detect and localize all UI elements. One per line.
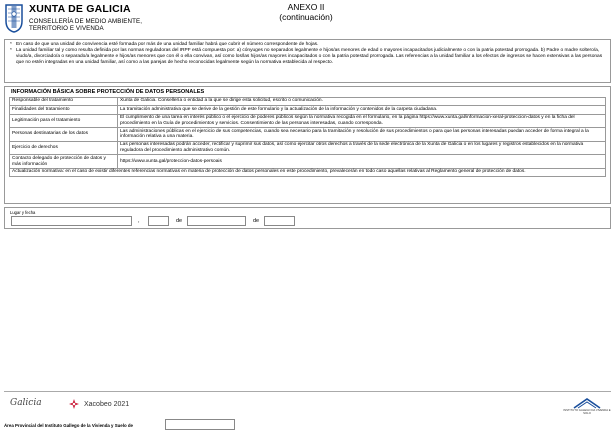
place-date-label: Lugar y fecha — [10, 210, 36, 215]
privacy-section — [4, 86, 611, 204]
month-input[interactable] — [187, 216, 246, 226]
privacy-title: INFORMACIÓN BÁSICA SOBRE PROTECCIÓN DE DATOS PERSONALES — [11, 89, 205, 95]
department-line-1: CONSELLERÍA DE MEDIO AMBIENTE, — [29, 18, 143, 25]
header — [4, 3, 611, 39]
de-separator: de — [176, 218, 183, 224]
comma-separator: , — [138, 218, 140, 224]
notes-box — [4, 39, 611, 83]
row-value: El cumplimiento de una tarea en interés público o el ejercicio de poderes públicos según la normativa recogida en el formulario, en la página https://www.xunta.gal/informacion-xeral-proteccion-datos y en la ficha del procedimiento en la Guía de procedimientos y servicios. Consentimiento de las personas interesadas, cuando corresponda. — [118, 114, 606, 128]
normative-update: Actualización normativa: en el caso de existir diferentes referencias normativas en materia de protección de datos personales en este procedimiento, prevalecerán en todo caso aquellas relativas al Reglamento general de protección de datos. — [10, 168, 606, 176]
row-value[interactable]: https://www.xunta.gal/proteccion-datos-persoais — [118, 155, 606, 169]
note-marker: * — [10, 42, 12, 47]
row-label: Ejercicio de derechos — [10, 141, 118, 155]
footer-divider — [4, 391, 611, 392]
xunta-logo — [4, 3, 204, 37]
place-input[interactable] — [11, 216, 132, 226]
table-row — [10, 168, 606, 176]
row-value: Las administraciones públicas en el ejercicio de sus competencias, cuando sea necesario para la tramitación y resolución de sus procedimientos o para que las personas interesadas puedan acceder de forma integral a la información relativa a una materia. — [118, 128, 606, 142]
igvs-logo-text: INSTITUTO GALEGO DA VIVENDA E SOLO — [563, 408, 611, 415]
note-item — [10, 48, 605, 66]
de-separator: de — [253, 218, 260, 224]
xacobeo-icon — [68, 398, 80, 410]
row-value: Las personas interesadas podrán acceder, rectificar y suprimir sus datos, así como ejercitar otros derechos a través de la sede electrónica de la Xunta de Galicia o en los lugares y registros establecidos en la normativa reguladora del procedimiento administrativo común. — [118, 141, 606, 155]
annex-title: ANEXO II — [287, 2, 325, 12]
annex-subtitle: (continuación) — [279, 11, 333, 22]
row-value: La tramitación administrativa que se derive de la gestión de este formulario y la actualización de la información y contenidos de la carpeta ciudadana. — [118, 106, 606, 115]
row-label: Personas destinatarias de los datos — [10, 128, 118, 142]
department-line-2: TERRITORIO E VIVENDA — [29, 25, 104, 32]
org-name: XUNTA DE GALICIA — [29, 3, 131, 15]
area-provincial-label: Área Provincial del Instituto Gallego de la Vivienda y Suelo de — [4, 423, 133, 428]
row-label: Contacto delegado de protección de datos y más información — [10, 155, 118, 169]
year-input[interactable] — [264, 216, 295, 226]
annex-heading — [266, 3, 346, 22]
table-row — [10, 114, 606, 128]
place-date-box — [4, 207, 611, 229]
row-label: Finalidades del tratamiento — [10, 106, 118, 115]
row-label: Responsable del tratamiento — [10, 97, 118, 106]
note-text: La unidad familiar tal y como resulta definida por las normas reguladoras del IRPF está compuesta por: a) cónyuges no separados legalmente e hijos/as menores de edad o mayores incapacitados judicialmente o con la patria potestad prorrogada. b) Padre o madre soltero/a, viudo/a, divorciado/a o separado/a legalmente e hijos/as menores que con él o ella convivan, así como los/las hijos/as mayores incapacitados o con la patria potestad prorrogada. Las referencias a la unidad familiar a los efectos de ingresos se hacen extensivas a las personas que no estén integradas en una unidad familiar, así como a las parejas de hecho reconocidas legalmente según la normativa establecida al respecto. — [16, 48, 603, 66]
galicia-crest-icon — [4, 3, 24, 33]
table-row — [10, 141, 606, 155]
row-label: Legitimación para el tratamiento — [10, 114, 118, 128]
xacobeo-logo-text: Xacobeo 2021 — [84, 401, 130, 408]
table-row — [10, 155, 606, 169]
note-text: En caso de que una unidad de convivencia esté formada por más de una unidad familiar habrá que cubrir el número correspondente de hojas. — [16, 42, 319, 47]
table-row — [10, 106, 606, 115]
galicia-logo: Galicia — [10, 398, 42, 408]
row-value: Xunta de Galicia. Consellería o entidad a la que se dirige esta solicitud, escrito o comunicación. — [118, 97, 606, 106]
table-row — [10, 97, 606, 106]
day-input[interactable] — [148, 216, 169, 226]
privacy-table — [9, 97, 606, 177]
note-marker: * — [10, 48, 12, 54]
table-row — [10, 128, 606, 142]
area-provincial-input[interactable] — [165, 419, 235, 430]
